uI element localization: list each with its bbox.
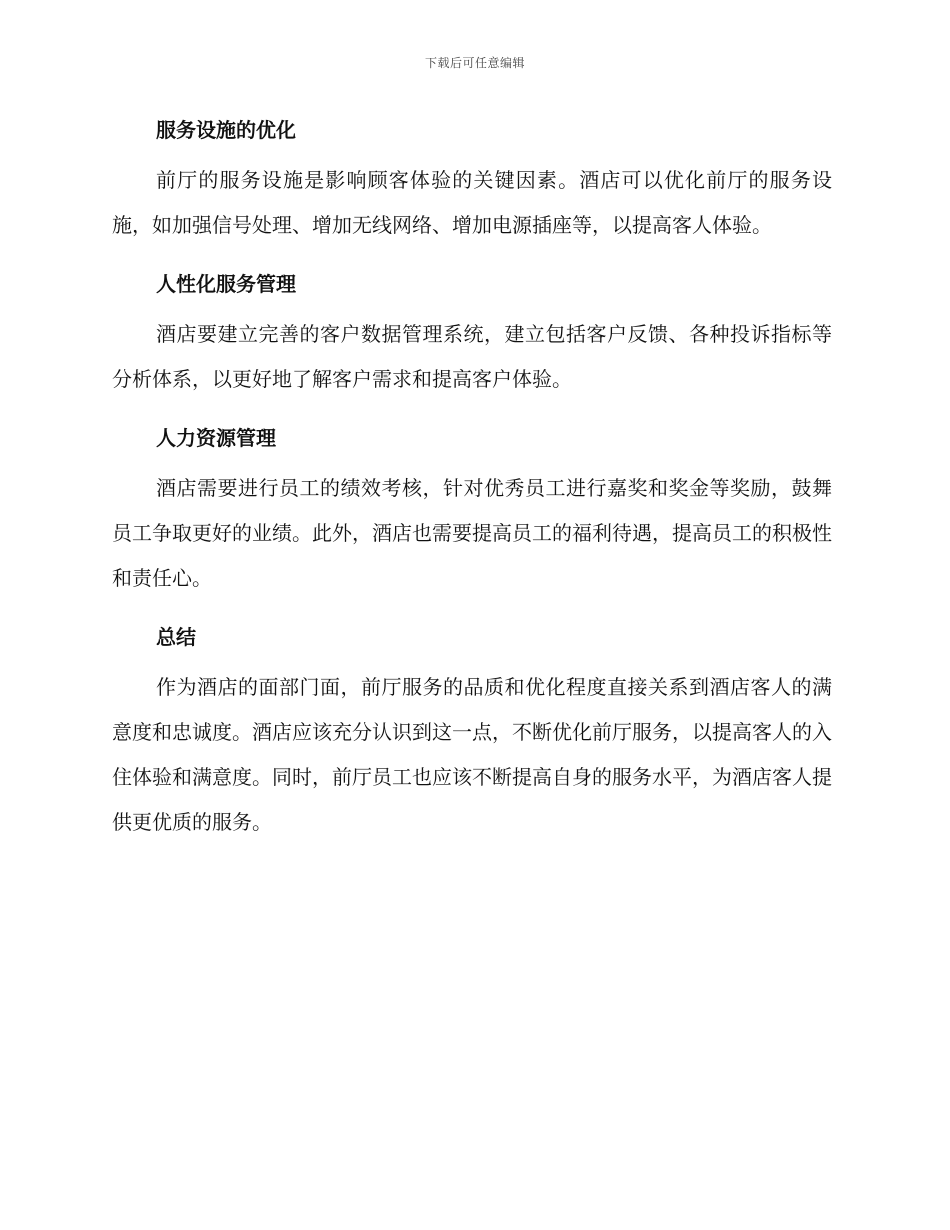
section-title-human-resources: 人力资源管理 xyxy=(156,426,276,450)
section-title-facilities: 服务设施的优化 xyxy=(156,118,296,142)
header-note: 下载后可任意编辑 xyxy=(424,56,525,70)
section-body-facilities: 前厅的服务设施是影响顾客体验的关键因素。酒店可以优化前厅的服务设施，如加强信号处理、增加无线网络、增加电源插座等，以提高客人体验。 xyxy=(112,168,832,237)
section-body-humanized-service: 酒店要建立完善的客户数据管理系统，建立包括客户反馈、各种投诉指标等分析体系，以更好地了解客户需求和提高客户体验。 xyxy=(112,322,832,391)
section-title-summary: 总结 xyxy=(156,625,196,649)
section-body-summary: 作为酒店的面部门面，前厅服务的品质和优化程度直接关系到酒店客人的满意度和忠诚度。酒店应该充分认识到这一点，不断优化前厅服务，以提高客人的入住体验和满意度。同时，前厅员工也应该不断提高自身的服务水平，为酒店客人提供更优质的服务。 xyxy=(112,675,832,834)
section-title-humanized-service: 人性化服务管理 xyxy=(156,272,296,296)
document-body xyxy=(112,108,832,845)
section-body-human-resources: 酒店需要进行员工的绩效考核，针对优秀员工进行嘉奖和奖金等奖励，鼓舞员工争取更好的业绩。此外，酒店也需要提高员工的福利待遇，提高员工的积极性和责任心。 xyxy=(112,476,832,590)
